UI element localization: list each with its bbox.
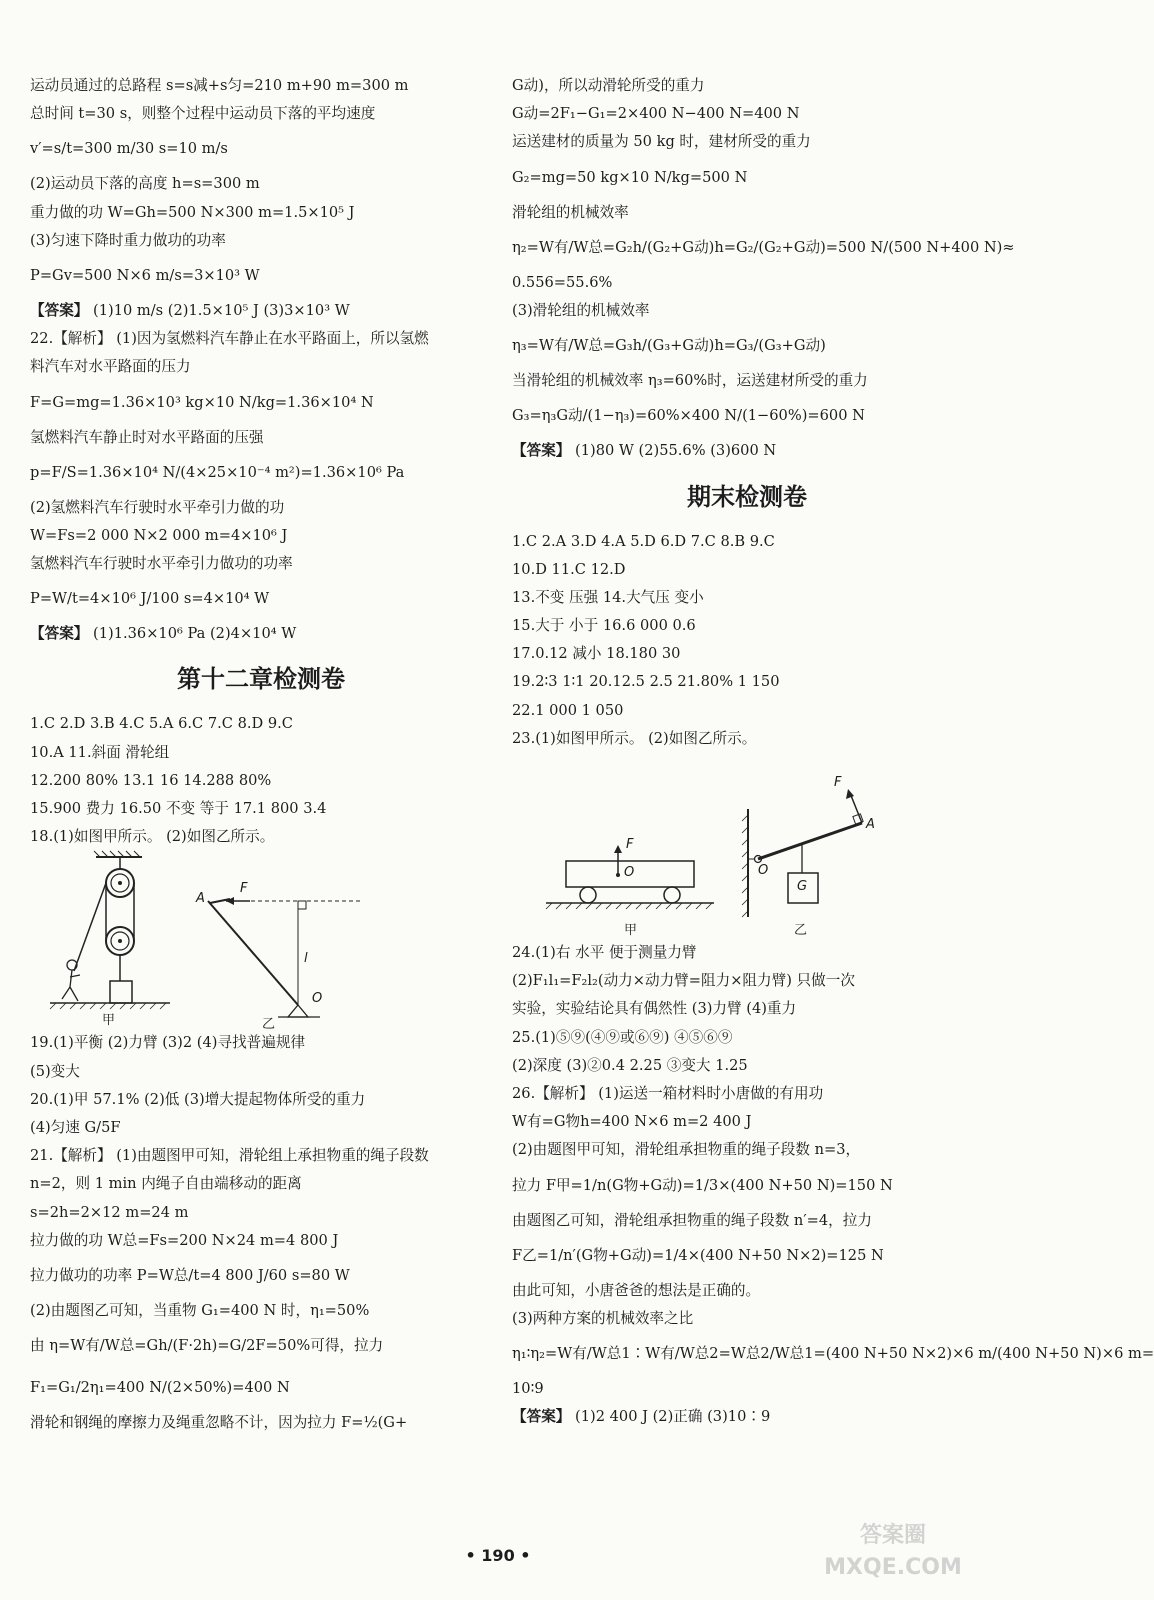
text-line: 由 η=W有/W总=Gh/(F·2h)=G/2F=50%可得，拉力: [30, 1337, 384, 1355]
fig-label-l: l: [304, 951, 308, 967]
text-line: 25.(1)⑤⑨(④⑨或⑥⑨) ④⑤⑥⑨: [512, 1028, 733, 1046]
text-line: (2)氢燃料汽车行驶时水平牵引力做的功: [30, 498, 285, 516]
left-block-2: [30, 710, 492, 851]
text-line: (3)滑轮组的机械效率: [512, 301, 650, 319]
text-line: P=W/t=4×10⁶ J/100 s=4×10⁴ W: [30, 590, 270, 608]
right-block-3: [512, 939, 1154, 1431]
text-line: 运动员通过的总路程 s=s减+s匀=210 m+90 m=300 m: [30, 77, 409, 94]
figure-chapter12-q18: [30, 851, 492, 1033]
text-line: η₂=W有/W总=G₂h/(G₂+G动)h=G₂/(G₂+G动)=500 N/(500 N+400 N)≈: [512, 238, 1015, 256]
text-line: 21.【解析】 (1)由题图甲可知，滑轮组上承担物重的绳子段数: [30, 1147, 429, 1165]
text-line: 20.(1)甲 57.1% (2)低 (3)增大提起物体所受的重力: [30, 1090, 366, 1108]
right-block-2: [512, 528, 982, 754]
figure-final-q23: [512, 753, 982, 939]
text-line: 10.D 11.C 12.D: [512, 560, 626, 578]
fig-label-F-lever: F: [834, 775, 842, 790]
text-line: (2)深度 (3)②0.4 2.25 ③变大 1.25: [512, 1056, 748, 1074]
text-line: 由题图乙可知，滑轮组承担物重的绳子段数 n′=4，拉力: [512, 1211, 872, 1229]
text-line: W=Fs=2 000 N×2 000 m=4×10⁶ J: [30, 526, 288, 544]
text-line: 滑轮和钢绳的摩擦力及绳重忽略不计，因为拉力 F=½(G+: [30, 1414, 408, 1432]
text-line: (2)F₁l₁=F₂l₂(动力×动力臂=阻力×阻力臂) 只做一次: [512, 972, 855, 990]
fig-label-F: F: [240, 881, 248, 897]
text-line: n=2，则 1 min 内绳子自由端移动的距离: [30, 1175, 302, 1193]
text-line: G动=2F₁−G₁=2×400 N−400 N=400 N: [512, 105, 800, 123]
text-line: 19.2∶3 1∶1 20.12.5 2.5 21.80% 1 150: [512, 673, 780, 691]
text-line: 0.556=55.6%: [512, 273, 613, 291]
text-line: (5)变大: [30, 1062, 80, 1080]
section-title-final-exam: 期末检测卷: [687, 482, 807, 511]
text-line: 19.(1)平衡 (2)力臂 (3)2 (4)寻找普遍规律: [30, 1034, 306, 1052]
watermark-logo: [808, 1520, 978, 1590]
text-line: 【答案】 (1)10 m/s (2)1.5×10⁵ J (3)3×10³ W: [30, 301, 350, 319]
text-line: p=F/S=1.36×10⁴ N/(4×25×10⁻⁴ m²)=1.36×10⁶ Pa: [30, 463, 405, 481]
pulley-and-lever-diagram: [30, 851, 390, 1029]
text-line: (2)由题图甲可知，滑轮组承担物重的绳子段数 n=3，: [512, 1141, 861, 1159]
answer-label: 【答案】: [30, 625, 89, 643]
text-line: W有=G物h=400 N×6 m=2 400 J: [512, 1113, 752, 1131]
text-line: 重力做的功 W=Gh=500 N×300 m=1.5×10⁵ J: [30, 203, 355, 221]
text-line: 1.C 2.A 3.D 4.A 5.D 6.D 7.C 8.B 9.C: [512, 532, 775, 550]
text-line: 22.【解析】 (1)因为氢燃料汽车静止在水平路面上，所以氢燃: [30, 330, 429, 348]
text-line: (3)两种方案的机械效率之比: [512, 1309, 694, 1327]
text-line: 氢燃料汽车静止时对水平路面的压强: [30, 428, 264, 446]
answer-label: 【答案】: [512, 442, 571, 460]
fig-label-jia: 甲: [102, 1013, 116, 1029]
left-column: [30, 72, 492, 1437]
text-line: η₃=W有/W总=G₃h/(G₃+G动)h=G₃/(G₃+G动): [512, 337, 826, 355]
left-block-1: [30, 72, 492, 648]
fig-label-F-cart: F: [626, 837, 634, 852]
text-line: 26.【解析】 (1)运送一箱材料时小唐做的有用功: [512, 1084, 824, 1102]
text-line: 拉力做的功 W总=Fs=200 N×24 m=4 800 J: [30, 1231, 339, 1249]
fig-label-O-lever: O: [758, 863, 769, 878]
text-line: 24.(1)右 水平 便于测量力臂: [512, 944, 697, 961]
text-line: 10∶9: [512, 1380, 544, 1398]
fig-label-jia: 甲: [624, 923, 638, 938]
text-line: 17.0.12 减小 18.180 30: [512, 645, 681, 663]
text-line: 10.A 11.斜面 滑轮组: [30, 743, 170, 761]
fig-label-O-cart: O: [624, 865, 635, 880]
text-line: F=G=mg=1.36×10³ kg×10 N/kg=1.36×10⁴ N: [30, 393, 374, 411]
text-line: 【答案】 (1)2 400 J (2)正确 (3)10∶9: [512, 1408, 771, 1426]
text-line: 15.大于 小于 16.6 000 0.6: [512, 617, 696, 635]
text-line: F乙=1/n′(G物+G动)=1/4×(400 N+50 N×2)=125 N: [512, 1246, 884, 1264]
text-line: G₃=η₃G动/(1−η₃)=60%×400 N/(1−60%)=600 N: [512, 407, 865, 425]
text-line: s=2h=2×12 m=24 m: [30, 1203, 189, 1221]
right-column: [512, 72, 1154, 1431]
text-line: 23.(1)如图甲所示。 (2)如图乙所示。: [512, 729, 757, 747]
text-line: 拉力做功的功率 P=W总/t=4 800 J/60 s=80 W: [30, 1266, 350, 1284]
text-line: 运送建材的质量为 50 kg 时，建材所受的重力: [512, 133, 811, 151]
text-line: 18.(1)如图甲所示。 (2)如图乙所示。: [30, 828, 275, 846]
text-line: 氢燃料汽车行驶时水平牵引力做功的功率: [30, 555, 293, 573]
left-block-3: [30, 1029, 492, 1437]
section-title-chapter12: 第十二章检测卷: [177, 665, 345, 694]
text-line: 1.C 2.D 3.B 4.C 5.A 6.C 7.C 8.D 9.C: [30, 715, 293, 733]
text-line: η₁∶η₂=W有/W总1∶W有/W总2=W总2/W总1=(400 N+50 N×2)×6 m/(400 N+50 N)×6 m=: [512, 1345, 1154, 1363]
fig-label-A: A: [196, 891, 205, 907]
text-line: (2)运动员下落的高度 h=s=300 m: [30, 175, 260, 193]
fig-label-O: O: [312, 991, 323, 1007]
text-line: 22.1 000 1 050: [512, 701, 624, 719]
text-line: 13.不变 压强 14.大气压 变小: [512, 588, 704, 606]
text-line: 【答案】 (1)80 W (2)55.6% (3)600 N: [512, 442, 777, 460]
text-line: 【答案】 (1)1.36×10⁶ Pa (2)4×10⁴ W: [30, 625, 297, 643]
text-line: P=Gv=500 N×6 m/s=3×10³ W: [30, 266, 260, 284]
text-line: 拉力 F甲=1/n(G物+G动)=1/3×(400 N+50 N)=150 N: [512, 1176, 893, 1194]
text-line: 15.900 费力 16.50 不变 等于 17.1 800 3.4: [30, 800, 327, 817]
text-line: (3)匀速下降时重力做功的功率: [30, 231, 226, 249]
answer-label: 【答案】: [512, 1408, 571, 1426]
text-line: 12.200 80% 13.1 16 14.288 80%: [30, 771, 272, 789]
text-line: 滑轮组的机械效率: [512, 203, 629, 221]
page-number: • 190 •: [465, 1546, 531, 1565]
text-line: 料汽车对水平路面的压力: [30, 358, 191, 376]
answer-label: 【答案】: [30, 301, 89, 319]
fig-label-G-lever: G: [797, 879, 808, 894]
text-line: 由此可知，小唐爸爸的想法是正确的。: [512, 1281, 761, 1299]
cart-and-lever-diagram: [512, 753, 952, 939]
fig-label-yi: 乙: [262, 1017, 276, 1033]
text-line: 实验，实验结论具有偶然性 (3)力臂 (4)重力: [512, 1000, 797, 1018]
text-line: 当滑轮组的机械效率 η₃=60%时，运送建材所受的重力: [512, 372, 868, 390]
text-line: 总时间 t=30 s，则整个过程中运动员下落的平均速度: [30, 105, 376, 123]
watermark-text: 答案圈 MXQE.COM: [824, 1523, 962, 1580]
text-line: (4)匀速 G/5F: [30, 1118, 121, 1136]
text-line: v′=s/t=300 m/30 s=10 m/s: [30, 140, 228, 158]
fig-label-A-lever: A: [866, 817, 875, 832]
text-line: G₂=mg=50 kg×10 N/kg=500 N: [512, 168, 748, 186]
text-line: (2)由题图乙可知，当重物 G₁=400 N 时，η₁=50%: [30, 1301, 370, 1319]
right-block-1: [512, 72, 1015, 466]
text-line: G动)，所以动滑轮所受的重力: [512, 77, 705, 94]
fig-label-yi: 乙: [794, 923, 808, 938]
text-line: F₁=G₁/2η₁=400 N/(2×50%)=400 N: [30, 1379, 290, 1397]
